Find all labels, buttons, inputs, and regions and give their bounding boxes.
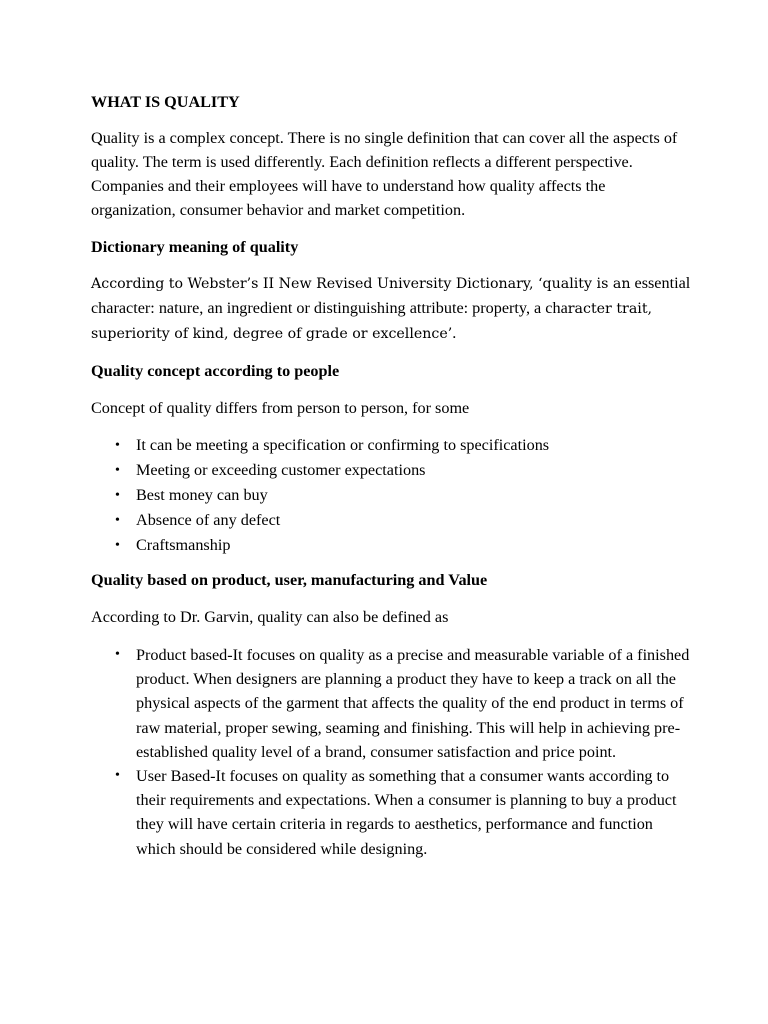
bullet-icon: • [115, 463, 120, 478]
list-item-text: Absence of any defect [136, 511, 281, 529]
people-lead: Concept of quality differs from person to person, for some [91, 399, 470, 417]
list-item [91, 433, 691, 458]
people-heading: Quality concept according to people [91, 362, 340, 380]
list-item [91, 483, 691, 508]
intro-paragraph: Quality is a complex concept. There is no single definition that can cover all the aspects of quality. The term is used differently. Each definition reflects a different perspective. Companies and their employees will have to understand how quality affects the organization, consumer behavior and market competition. [91, 129, 678, 219]
people-list [91, 433, 691, 558]
list-item [91, 508, 691, 533]
garvin-heading: Quality based on product, user, manufacturing and Value [91, 571, 488, 589]
list-item [91, 458, 691, 483]
bullet-icon: • [115, 438, 120, 453]
list-item-text: Craftsmanship [136, 536, 231, 554]
dictionary-text-b: essential character: nature, an ingredient or distinguishing attribute: property, a cha [91, 274, 691, 317]
bullet-icon: • [115, 488, 120, 503]
list-item [91, 533, 691, 558]
bullet-icon: • [115, 647, 120, 662]
dictionary-paragraph [91, 271, 691, 346]
bullet-icon: • [115, 538, 120, 553]
list-item [91, 764, 691, 861]
document-title: WHAT IS QUALITY [91, 93, 240, 111]
list-item-text: It can be meeting a specification or confirming to specifications [136, 436, 550, 454]
garvin-list [91, 643, 691, 861]
garvin-lead: According to Dr. Garvin, quality can also be defined as [91, 608, 449, 626]
dictionary-text-a: According to Webster’s II New Revised University Dictionary, ‘quality is an [91, 276, 631, 292]
list-item-text: Meeting or exceeding customer expectations [136, 461, 426, 479]
list-item-text: Best money can buy [136, 486, 268, 504]
list-item [91, 643, 691, 764]
bullet-icon: • [115, 768, 120, 784]
document-page [91, 90, 691, 873]
bullet-icon: • [115, 513, 120, 528]
list-item-text: Product based-It focuses on quality as a precise and measurable variable of a finished product. When designers are planning a product they have to keep a track on all the physical aspects of the garment that affects the quality of the end product in terms of raw material, proper sewing, seaming and finishing. This will help in achieving pre-established quality level of a brand, consumer satisfaction and price point. [136, 646, 690, 761]
dictionary-heading: Dictionary meaning of quality [91, 238, 299, 256]
list-item-text: User Based-It focuses on quality as something that a consumer wants according to their requirements and expectations. When a consumer is planning to buy a product they will have certain criteria in regards to aesthetics, performance and function which should be considered while designing. [136, 767, 677, 858]
dictionary-text-d: . [452, 324, 457, 342]
dictionary-text-c: racter trait, superiority of kind, degree of grade or excellence’ [91, 301, 653, 342]
